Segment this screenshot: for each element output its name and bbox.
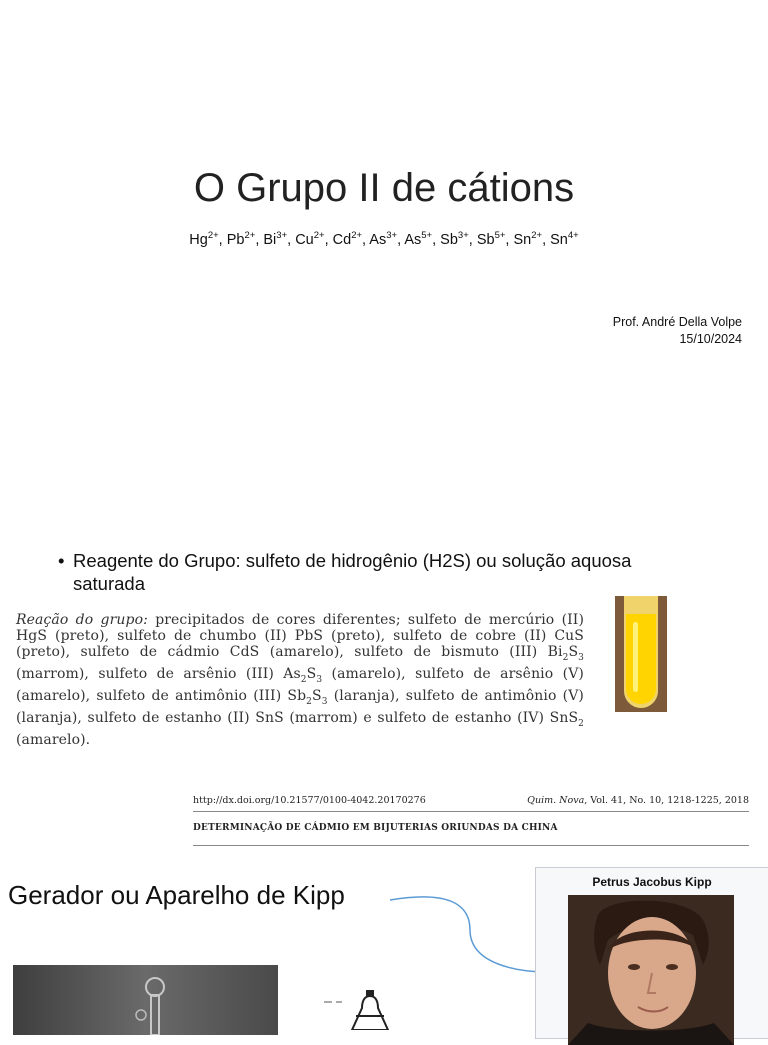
cation-symbol: Sn — [550, 231, 568, 248]
reaction-text-segment: (laranja), sulfeto de antimônio (V) (laranja), sulfeto de estanho (II) SnS (marrom) e sulfeto de estanho (IV) SnS — [16, 688, 584, 727]
cation-separator: , — [505, 231, 514, 248]
reaction-lead: Reação do grupo: — [16, 612, 148, 628]
formula-subscript: 3 — [316, 675, 323, 686]
cation-symbol: Sn — [513, 231, 532, 248]
author-name: Prof. André Della Volpe — [612, 315, 742, 329]
kipp-portrait — [568, 895, 734, 1045]
cation-symbol: Pb — [226, 231, 245, 248]
apparatus-illustration — [13, 965, 278, 1035]
cation-charge: 4+ — [567, 230, 579, 241]
cation-symbol: Cu — [295, 231, 314, 248]
cation-separator: , — [542, 231, 551, 248]
slide-date: 15/10/2024 — [679, 332, 742, 346]
cation-charge: 2+ — [351, 230, 363, 241]
reaction-text-segment: (marrom), sulfeto de arsênio (III) As — [16, 666, 301, 683]
kipp-apparatus-sketch — [322, 990, 402, 1030]
reaction-text-segment: (amarelo). — [16, 732, 91, 749]
reaction-text-segment: precipitados de cores diferentes; sulfeto de mercúrio (II) HgS (preto), sulfeto de chumbo (II) PbS (preto), sulfeto de cobre (II) CuS (preto), sulfeto de cádmio CdS (amarelo), sulfeto de bismuto (III) Bi — [16, 612, 585, 661]
reaction-text-segment: S — [568, 644, 579, 661]
cation-charge: 3+ — [386, 230, 398, 241]
cation-separator: , — [255, 231, 264, 248]
journal-volume: , Vol. 41, No. 10, 1218-1225, 2018 — [584, 795, 749, 806]
formula-subscript: 2 — [562, 653, 569, 664]
cation-separator: , — [218, 231, 227, 248]
cation-separator: , — [324, 231, 333, 248]
cation-charge: 2+ — [207, 230, 219, 241]
reaction-text-segment: (amarelo), sulfeto de arsênio (V) (amarelo), sulfeto de antimônio (III) Sb — [16, 666, 584, 705]
formula-subscript: 2 — [300, 675, 307, 686]
cation-symbol: Sb — [440, 231, 458, 248]
cation-charge: 2+ — [244, 230, 256, 241]
kipp-infobox — [535, 867, 768, 1039]
cation-separator: , — [362, 231, 370, 248]
slide-title: O Grupo II de cátions — [193, 166, 575, 210]
cation-symbol: Cd — [332, 231, 352, 248]
cation-separator: , — [432, 231, 441, 248]
reaction-text-segment: S — [312, 688, 322, 705]
cation-charge: 3+ — [457, 230, 469, 241]
cation-symbol: Bi — [263, 231, 277, 248]
portrait-illustration — [568, 895, 734, 1045]
cation-separator: , — [287, 231, 296, 248]
cation-charge: 2+ — [313, 230, 325, 241]
reaction-text-segment: S — [306, 666, 317, 683]
article-doi-link[interactable]: http://dx.doi.org/10.21577/0100-4042.20170276 — [193, 795, 426, 806]
journal-name: Quim. Nova — [527, 795, 585, 806]
cation-charge: 2+ — [531, 230, 543, 241]
kipp-apparatus-photo — [13, 965, 278, 1035]
cation-symbol: As — [369, 231, 387, 248]
bullet-text: Reagente do Grupo: sulfeto de hidrogênio (H2S) ou solução aquosa saturada — [73, 550, 632, 594]
cation-separator: , — [397, 231, 405, 248]
infobox-title: Petrus Jacobus Kipp — [592, 875, 712, 889]
kipp-heading: Gerador ou Aparelho de Kipp — [8, 880, 345, 910]
formula-subscript: 3 — [578, 653, 584, 664]
sketch-illustration — [322, 990, 402, 1030]
cation-symbol: Sb — [476, 231, 495, 248]
cation-symbol: As — [404, 231, 422, 248]
article-title: DETERMINAÇÃO DE CÁDMIO EM BIJUTERIAS ORIUNDAS DA CHINA — [193, 823, 558, 833]
cation-separator: , — [468, 231, 477, 248]
bullet-marker: • — [58, 550, 65, 571]
cation-charge: 5+ — [494, 230, 506, 241]
formula-subscript: 2 — [306, 697, 312, 708]
cation-charge: 3+ — [276, 230, 288, 241]
formula-subscript: 3 — [321, 697, 328, 708]
formula-subscript: 2 — [578, 719, 584, 730]
cation-charge: 5+ — [421, 230, 433, 241]
cation-symbol: Hg — [189, 231, 208, 248]
